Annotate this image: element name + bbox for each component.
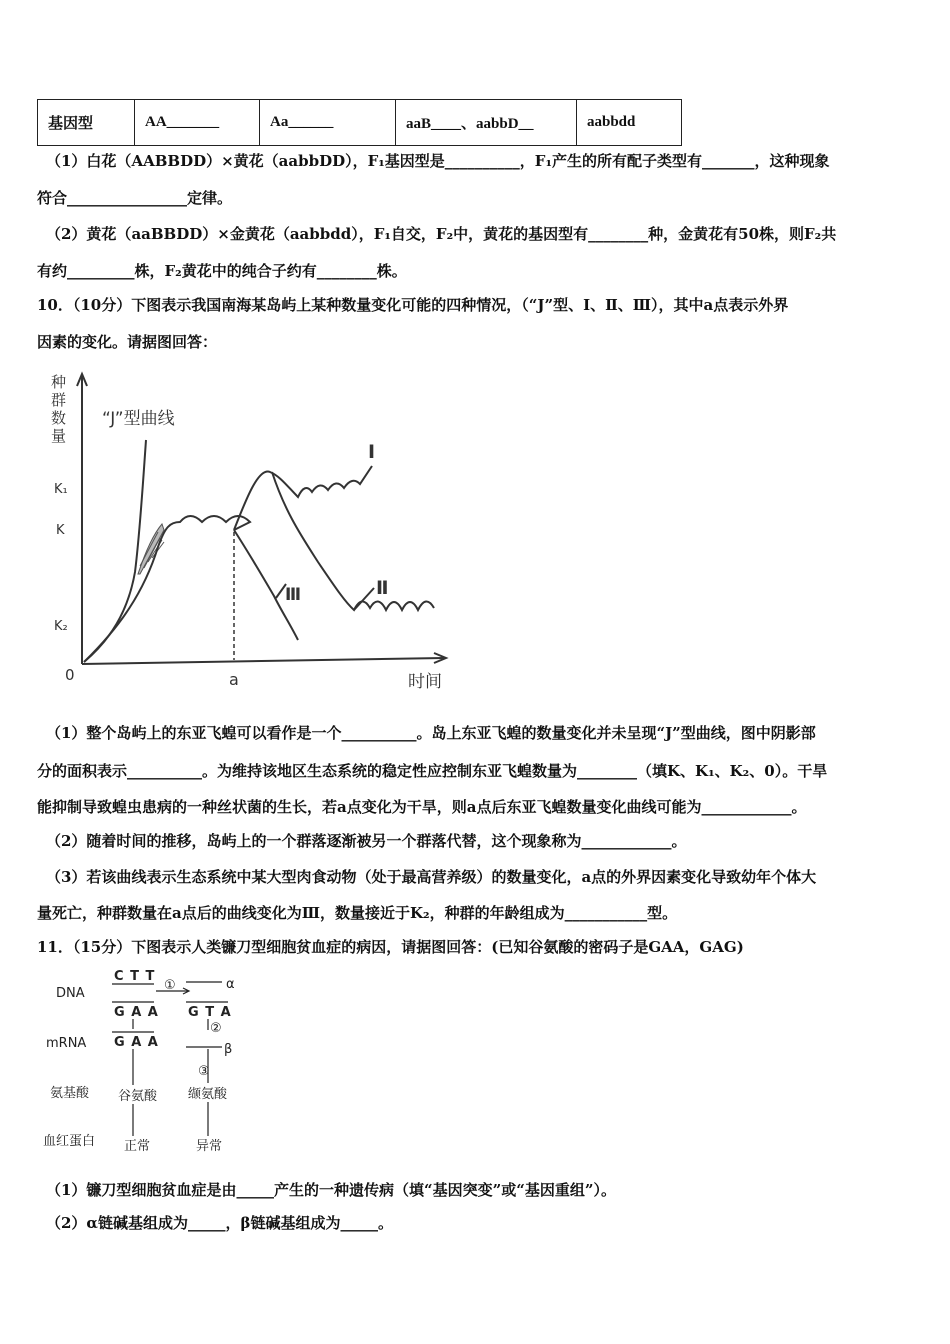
curve-label-2: Ⅱ — [376, 577, 389, 599]
q10-stem-line1: 10．（10分）下图表示我国南海某岛屿上某种数量变化可能的四种情况，（“J”型、Ⅰ、Ⅱ、Ⅲ），其中a点表示外界 — [37, 296, 789, 314]
step-3-label: ③ — [198, 1064, 210, 1079]
q10-stem-line2: 因素的变化。请据图回答： — [37, 333, 218, 351]
step-1-label: ① — [164, 978, 176, 993]
q11-sub2-line1: （2）α链碱基组成为_____，β链碱基组成为_____。 — [46, 1214, 393, 1232]
result-normal: 正常 — [124, 1139, 151, 1154]
population-curve-figure — [40, 362, 470, 697]
genotype-table — [37, 99, 682, 146]
amino-acid-normal: 谷氨酸 — [118, 1089, 158, 1104]
dna-bottom-strand: G A A — [114, 1005, 159, 1020]
q10-sub1-line1: （1）整个岛屿上的东亚飞蝗可以看作是一个__________。岛上东亚飞蝗的数量变化并未呈现“J”型曲线，图中阴影部 — [46, 724, 816, 742]
a-mark-label: a — [229, 670, 239, 689]
step-2-label: ② — [210, 1021, 222, 1036]
q9-part1-line2: 符合________________定律。 — [37, 189, 233, 207]
dna-top-strand: C T T — [114, 969, 156, 984]
q11-stem-line1: 11．（15分）下图表示人类镰刀型细胞贫血症的病因，请据图回答：(已知谷氨酸的密码子是GAA，GAG) — [37, 938, 744, 956]
j-curve-label: “J”型曲线 — [102, 409, 175, 429]
row-label-dna: DNA — [56, 986, 85, 1001]
amino-acid-mutant: 缬氨酸 — [188, 1087, 228, 1102]
s-curve — [84, 516, 250, 662]
q9-part2-line2: 有约_________株，F₂黄花中的纯合子约有________株。 — [37, 262, 407, 280]
alpha-label: α — [226, 977, 235, 992]
mrna-strand: G A A — [114, 1035, 159, 1050]
table-cell: aabbdd — [577, 100, 682, 146]
y-tick-k: K — [56, 523, 65, 538]
q11-sub1-line1: （1）镰刀型细胞贫血症是由_____产生的一种遗传病（填“基因突变”或“基因重组”）。 — [46, 1181, 616, 1199]
row-label-amino-acid: 氨基酸 — [50, 1086, 90, 1101]
beta-label: β — [224, 1042, 233, 1057]
q10-sub3-line1: （3）若该曲线表示生态系统中某大型肉食动物（处于最高营养级）的数量变化，a点的外界因素变化导致幼年个体大 — [46, 868, 817, 886]
table-cell: Aa______ — [260, 100, 396, 146]
y-tick-k1: K₁ — [54, 482, 68, 497]
table-row — [38, 100, 682, 146]
row-label-mrna: mRNA — [46, 1036, 87, 1051]
population-curves — [84, 440, 434, 662]
q10-sub2-line1: （2）随着时间的推移，岛屿上的一个群落逐渐被另一个群落代替，这个现象称为____________。 — [46, 832, 687, 850]
y-axis-label: 种群数量 — [49, 374, 67, 446]
table-cell: AA_______ — [135, 100, 260, 146]
curve-1 — [234, 466, 372, 530]
q9-part1-line1: （1）白花（AABBDD）×黄花（aabbDD），F₁基因型是__________，F₁产生的所有配子类型有_______，这种现象 — [46, 152, 830, 170]
x-axis-label: 时间 — [408, 672, 442, 692]
row-label-hemoglobin: 血红蛋白 — [43, 1134, 96, 1149]
q9-part2-line1: （2）黄花（aaBBDD）×金黄花（aabbdd），F₁自交，F₂中，黄花的基因型有________种，金黄花有50株，则F₂共 — [46, 225, 837, 243]
y-tick-k2: K₂ — [54, 619, 68, 634]
curve-label-3: Ⅲ — [285, 585, 302, 605]
x-axis — [82, 658, 444, 664]
q10-sub3-line2: 量死亡，种群数量在a点后的曲线变化为Ⅲ，数量接近于K₂，种群的年龄组成为___________型。 — [37, 904, 678, 922]
result-abnormal: 异常 — [196, 1139, 223, 1154]
sickle-cell-figure — [40, 962, 300, 1162]
q10-sub1-line2: 分的面积表示__________。为维持该地区生态系统的稳定性应控制东亚飞蝗数量为________（填K、K₁、K₂、0）。干旱 — [37, 762, 828, 780]
origin-label: 0 — [65, 666, 75, 684]
curve-label-1: Ⅰ — [368, 441, 376, 463]
table-header-cell: 基因型 — [38, 100, 135, 146]
table-cell: aaB____、aabbD__ — [396, 100, 577, 146]
q10-sub1-line3: 能抑制导致蝗虫患病的一种丝状菌的生长，若a点变化为干旱，则a点后东亚飞蝗数量变化曲线可能为____________。 — [37, 798, 807, 816]
mutant-strand: G T A — [188, 1005, 232, 1020]
